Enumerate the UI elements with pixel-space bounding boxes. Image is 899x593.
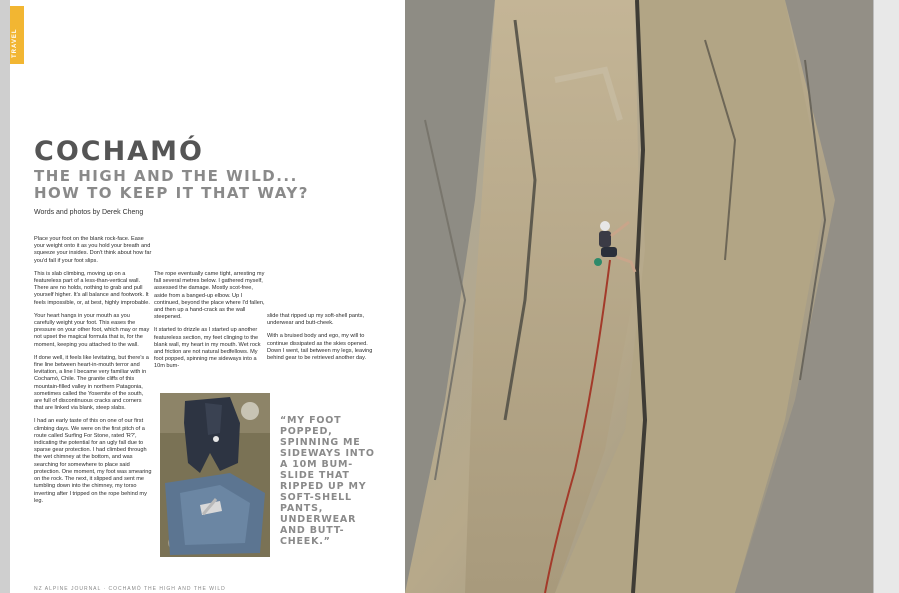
pull-quote: “MY FOOT POPPED, SPINNING ME SIDEWAYS INTO A 10M BUM-SLIDE THAT RIPPED UP MY SOFT-SHELL PANTS, UNDERWEAR AND BUTT-CHEEK.” (280, 415, 375, 547)
torn-pants-illustration (160, 393, 270, 557)
climber-photo (405, 0, 873, 593)
paragraph: It started to drizzle as I started up another featureless section, my feet clinging to the blank wall, my heart in my mouth. Wet rock and friction are not natural bedfellows. My foot popped, spinning me sideways into a 10m bum- (154, 327, 261, 370)
paragraph: Place your foot on the blank rock-face. Ease your weight onto it as you hold your breath and squeeze your insides. Don't think about how far you'd fall if your foot slips. (34, 236, 152, 264)
granite-wall-photo (405, 0, 873, 593)
text-column-2 (154, 271, 266, 377)
paragraph: The rope eventually came tight, arresting my fall several metres below. I gathered myself, assessed the damage. Mostly scot-free, aside from a banged-up elbow. Up I continued, beyond the place where I'd fallen, and then up a hand-crack as the wall steepened. (154, 271, 265, 321)
paragraph: Your heart hangs in your mouth as you carefully weight your foot. This eases the pressure on your other foot, which may or may not upset the magical formula that is, for the moment, keeping you attached to the wall. (34, 312, 150, 348)
text-column-1 (34, 236, 152, 511)
page-footer: NZ ALPINE JOURNAL · COCHAMÓ THE HIGH AND THE WILD (34, 586, 226, 592)
paragraph: This is slab climbing, moving up on a featureless part of a less-than-vertical wall. There are no holds, nothing to grab and pull yourself higher. It's all balance and footwork. It feels impossible, or, at best, highly improbable. (34, 270, 150, 306)
paragraph: If done well, it feels like levitating, but there's a fine line between heart-in-mouth terror and levitation, a line I became very familiar with in Cochamó, Chile. The granite cliffs of this mountain-filled valley in northern Patagonia, sometimes called the Yosemite of the south, are full of discontinuous cracks and corners that are linked via blank, steep slabs. (34, 354, 149, 412)
paragraph: slide that ripped up my soft-shell pants, underwear and butt-cheek. (267, 313, 365, 327)
torn-pants-photo (160, 393, 270, 557)
subtitle-line-1: THE HIGH AND THE WILD... (34, 167, 298, 185)
paragraph: I had an early taste of this on one of our first climbing days. We were on the first pitch of a route called Surfing For Stone, rated 'R?', indicating the potential for an ugly fall due to sparse gear protection. I had climbed through the wet chimney at the bottom, and was searching for somewhere to place said protection. One moment, my foot was smearing on the rock. The next, it slipped and sent me tumbling down into the chimney, my torso inverting after I tripped on the rope behind my leg. (34, 418, 152, 504)
text-column-3 (267, 313, 379, 368)
section-tab (10, 6, 24, 64)
section-label: TRAVEL (12, 28, 18, 58)
subtitle-line-2: HOW TO KEEP IT THAT WAY? (34, 184, 309, 202)
viewer-scrollbar[interactable] (873, 0, 899, 593)
paragraph: With a bruised body and ego, my will to continue dissipated as the skies opened. Down I went, tail between my legs, leaving behind gear to be retrieved another day. (267, 333, 373, 362)
byline: Words and photos by Derek Cheng (34, 209, 144, 216)
article-title: COCHAMÓ (34, 136, 204, 167)
article-subtitle (34, 168, 404, 202)
